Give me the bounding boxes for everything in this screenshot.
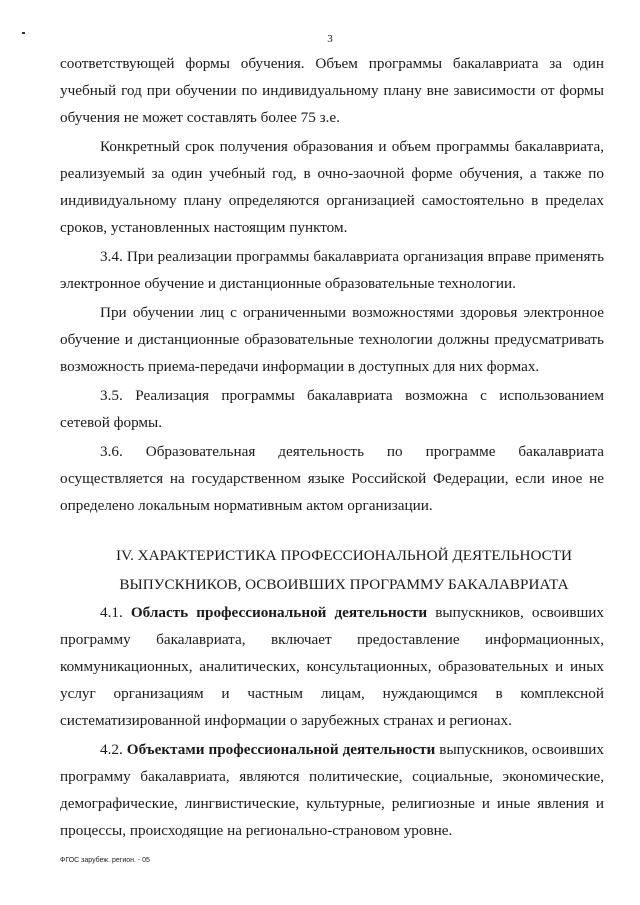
paragraph-duration: Конкретный срок получения образования и объем программы бакалавриата, реализуемый за один учебный год, в очно-заочной форме обучения, а также по индивидуальному плану определяются организацией самостоятельно в пределах сроков, установленных настоящим пунктом.: [60, 138, 604, 236]
heading-line-1: IV. ХАРАКТЕРИСТИКА ПРОФЕССИОНАЛЬНОЙ ДЕЯТЕЛЬНОСТИ: [116, 547, 572, 564]
paragraph-4-2: [60, 736, 604, 844]
paragraph-4-1-text: выпускников, освоивших программу бакалавриата, включает предоставление информационных, коммуникационных, аналитических, консультационных, образовательных и иных услуг организациям и частным лицам, нуждающимся в комплексной систематизированной информации о зарубежных странах и регионах.: [60, 604, 604, 729]
page-number: 3: [327, 33, 333, 45]
term-area-of-activity: Область профессиональной деятельности: [130, 604, 428, 621]
footer-code: ФГОС зарубеж. регион. - 05: [60, 857, 150, 864]
paragraph-disabilities: При обучении лиц с ограниченными возможностями здоровья электронное обучение и дистанционные образовательные технологии должны предусматривать возможность приема-передачи информации в доступных для них формах.: [60, 304, 604, 375]
heading-line-2: ВЫПУСКНИКОВ, ОСВОИВШИХ ПРОГРАММУ БАКАЛАВРИАТА: [119, 576, 569, 593]
paragraph-4-1: [60, 599, 604, 734]
clause-number-4-2: 4.2.: [100, 741, 123, 758]
term-objects-of-activity: Объектами профессиональной деятельности: [126, 741, 436, 758]
paragraph-4-2-text: выпускников, освоивших программу бакалавриата, являются политические, социальные, экономические, демографические, лингвистические, культурные, религиозные и иные явления и процессы, происходящие на регионально-страновом уровне.: [60, 741, 605, 839]
paragraph-3-4: 3.4. При реализации программы бакалавриата организация вправе применять электронное обучение и дистанционные образовательные технологии.: [60, 248, 604, 292]
paragraph-3-5: 3.5. Реализация программы бакалавриата возможна с использованием сетевой формы.: [60, 387, 604, 431]
section-heading: [60, 541, 604, 599]
paragraph-3-6: 3.6. Образовательная деятельность по программе бакалавриата осуществляется на государственном языке Российской Федерации, если иное не определено локальным нормативным актом организации.: [60, 443, 604, 514]
clause-number-4-1: 4.1.: [100, 604, 123, 621]
document-body: [60, 50, 604, 844]
paragraph-continuation: соответствующей формы обучения. Объем программы бакалавриата за один учебный год при обучении по индивидуальному плану вне зависимости от формы обучения не может составлять более 75 з.е.: [60, 55, 604, 126]
